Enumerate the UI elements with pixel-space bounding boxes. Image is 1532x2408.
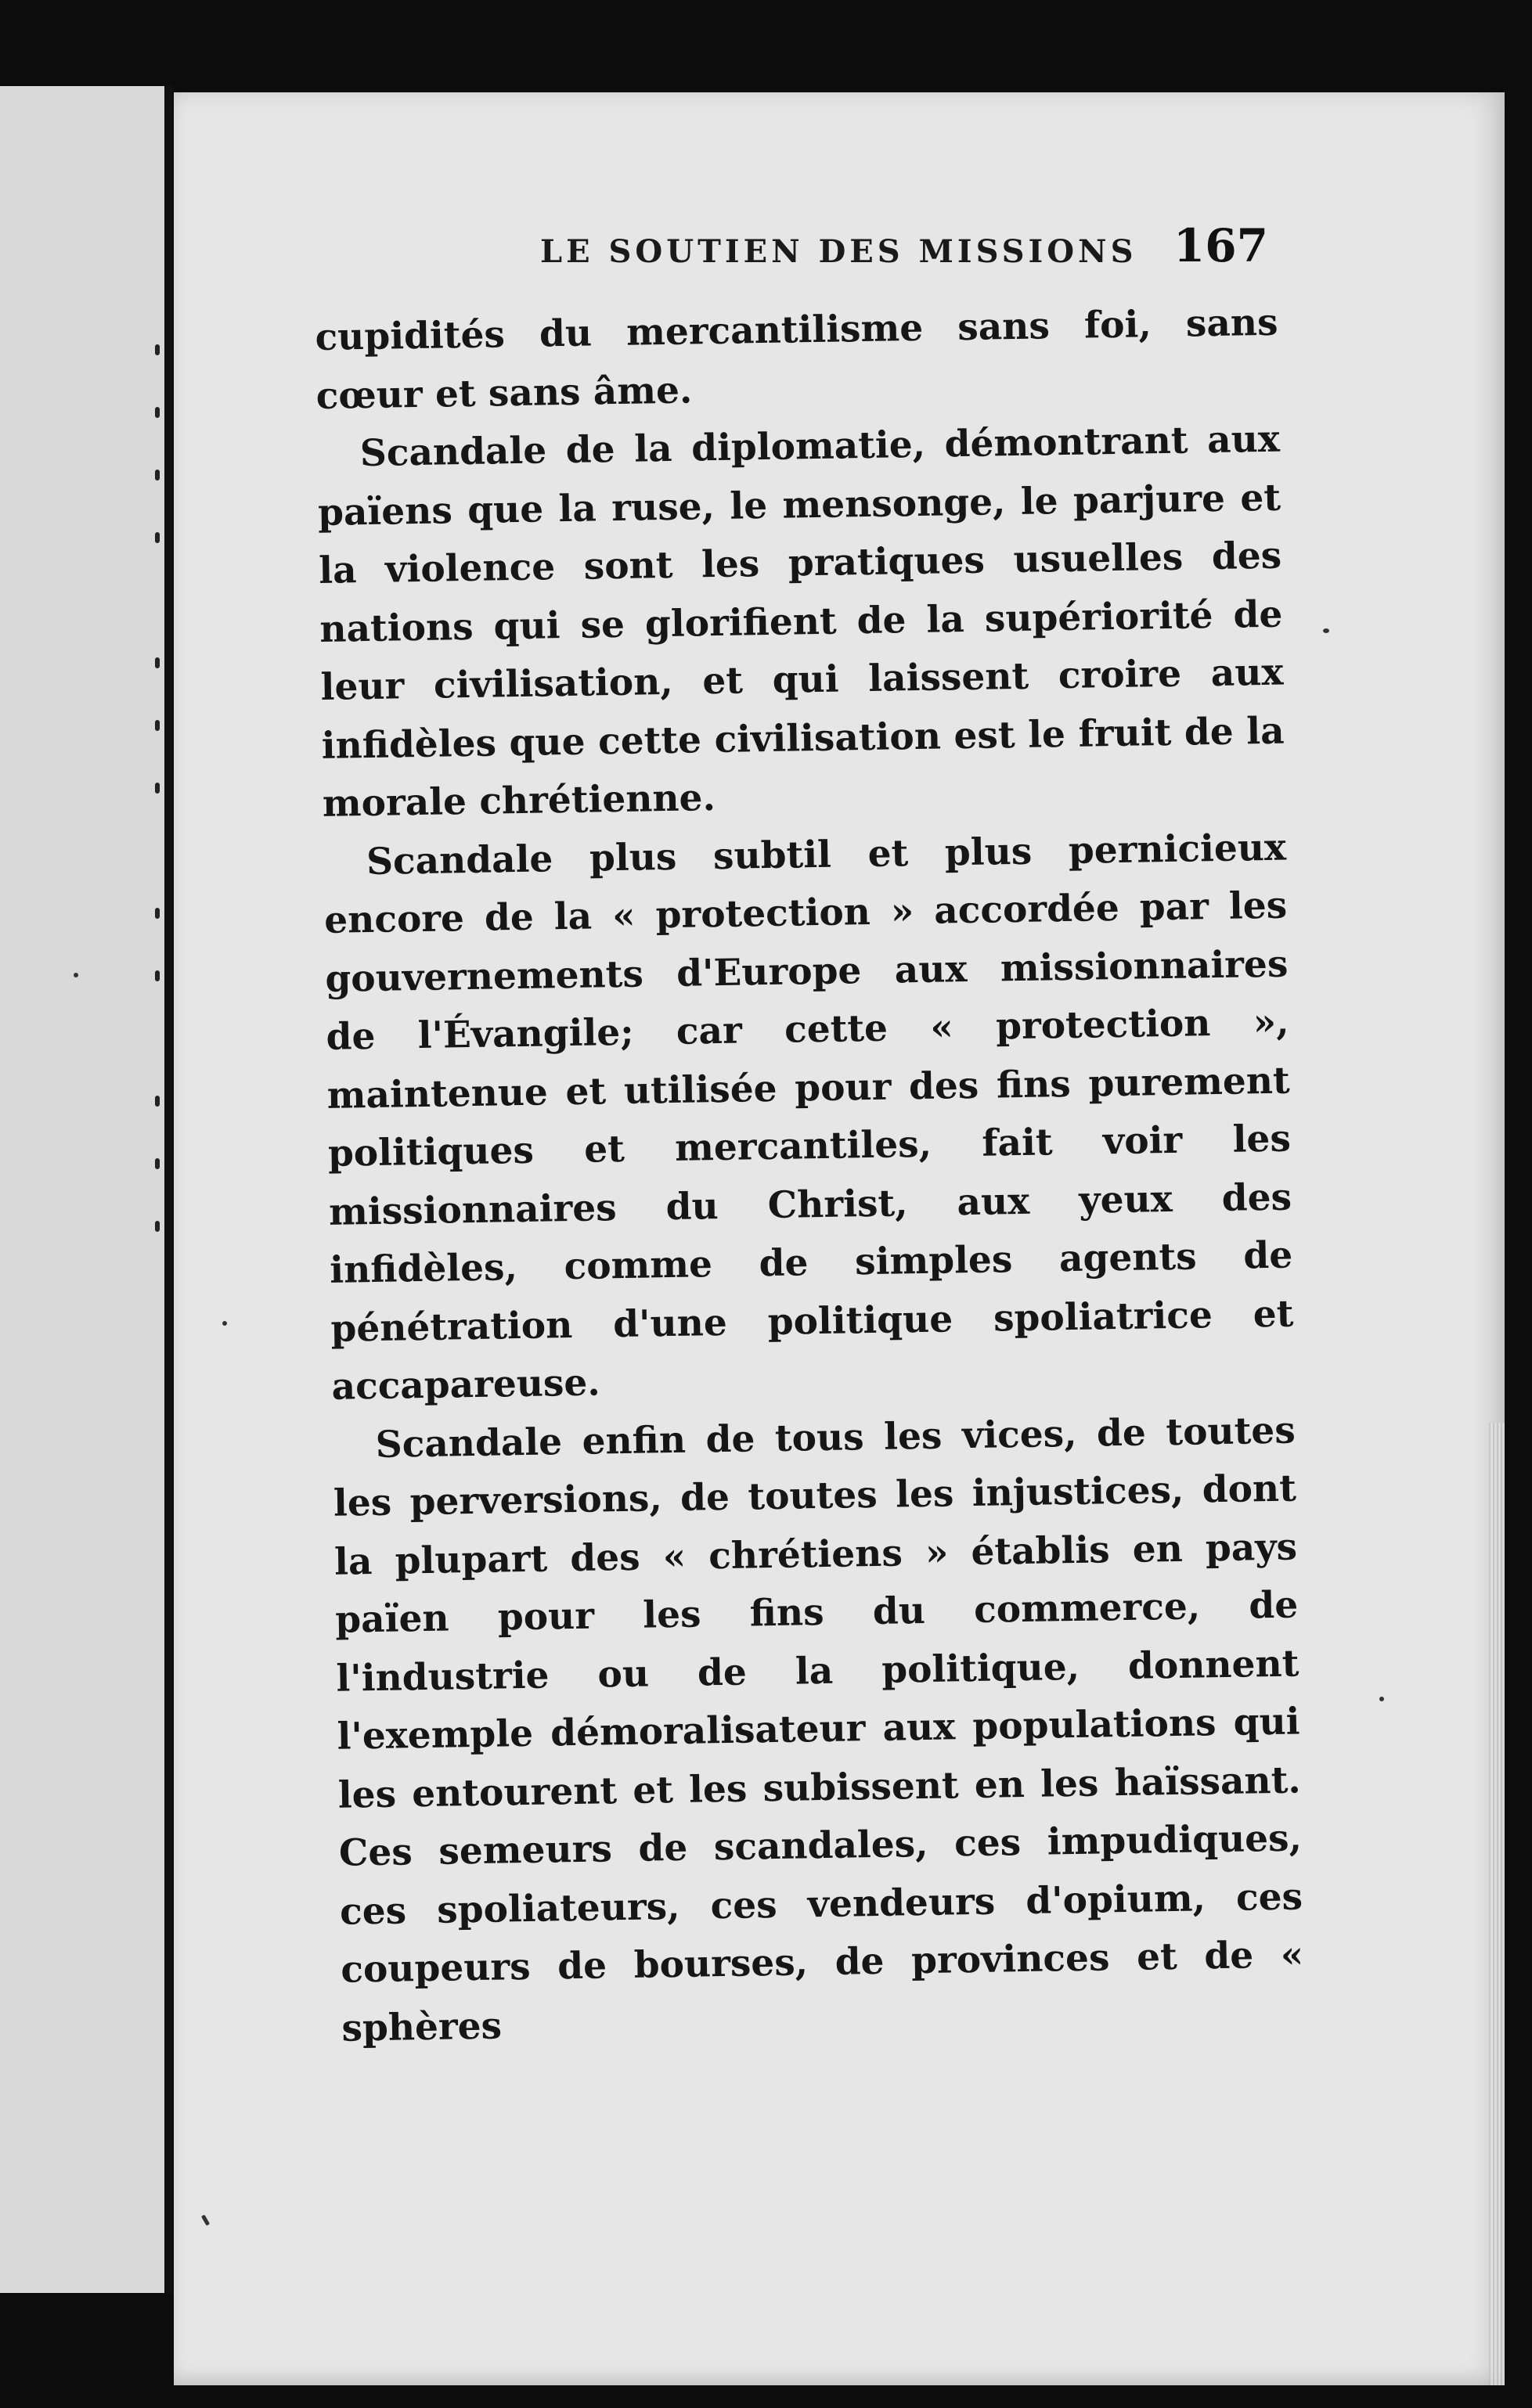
paper-speck xyxy=(1379,1697,1384,1701)
paragraph-continuation: cupidités du mercantilisme sans foi, sans cœur et sans âme. xyxy=(315,301,1278,418)
paper-speck xyxy=(222,1321,227,1326)
paper-speck xyxy=(201,2215,210,2226)
body-text xyxy=(315,294,1305,2058)
paper-speck xyxy=(74,973,78,977)
paragraph-vices: Scandale enfin de tous les vices, de toutes les perversions, de toutes les injustices, dont la plupart des « chrétiens » établis en pays païen pour les fins du commerce, de l'industrie ou de la politique, donnent l'exemple démoralisateur aux populations qui les entourent et les subissent en les haïssant. Ces semeurs de scandales, ces impudiques, ces spoliateurs, ces vendeurs d'opium, ces coupeurs de bourses, de provinces et de « sphères xyxy=(333,1409,1304,2050)
paragraph-protection: Scandale plus subtil et plus pernicieux encore de la « protection » accordée par les gouvernements d'Europe aux missionnaires de l'Évangile; car cette « protection », maintenue et utilisée pour des fins purement politiques et mercantiles, fait voir les missionnaires du Christ, aux yeux des infidèles, comme de simples agents de pénétration d'une politique spoliatrice et accapareuse. xyxy=(323,826,1294,1409)
page-number: 167 xyxy=(1173,219,1268,272)
running-head xyxy=(368,219,1268,290)
page-edge-shadow xyxy=(1489,1423,1505,2385)
paper-speck xyxy=(1323,628,1329,633)
facing-page-edge xyxy=(0,86,172,2293)
paragraph-diplomatie: Scandale de la diplomatie, démontrant aux païens que la ruse, le mensonge, le parjure et la violence sont les pratiques usuelles des nations qui se glorifient de la supériorité de leur civilisation, et qui laissent croire aux infidèles que cette civilisation est le fruit de la morale chrétienne. xyxy=(317,417,1285,826)
running-title: LE SOUTIEN DES MISSIONS xyxy=(540,233,1137,270)
